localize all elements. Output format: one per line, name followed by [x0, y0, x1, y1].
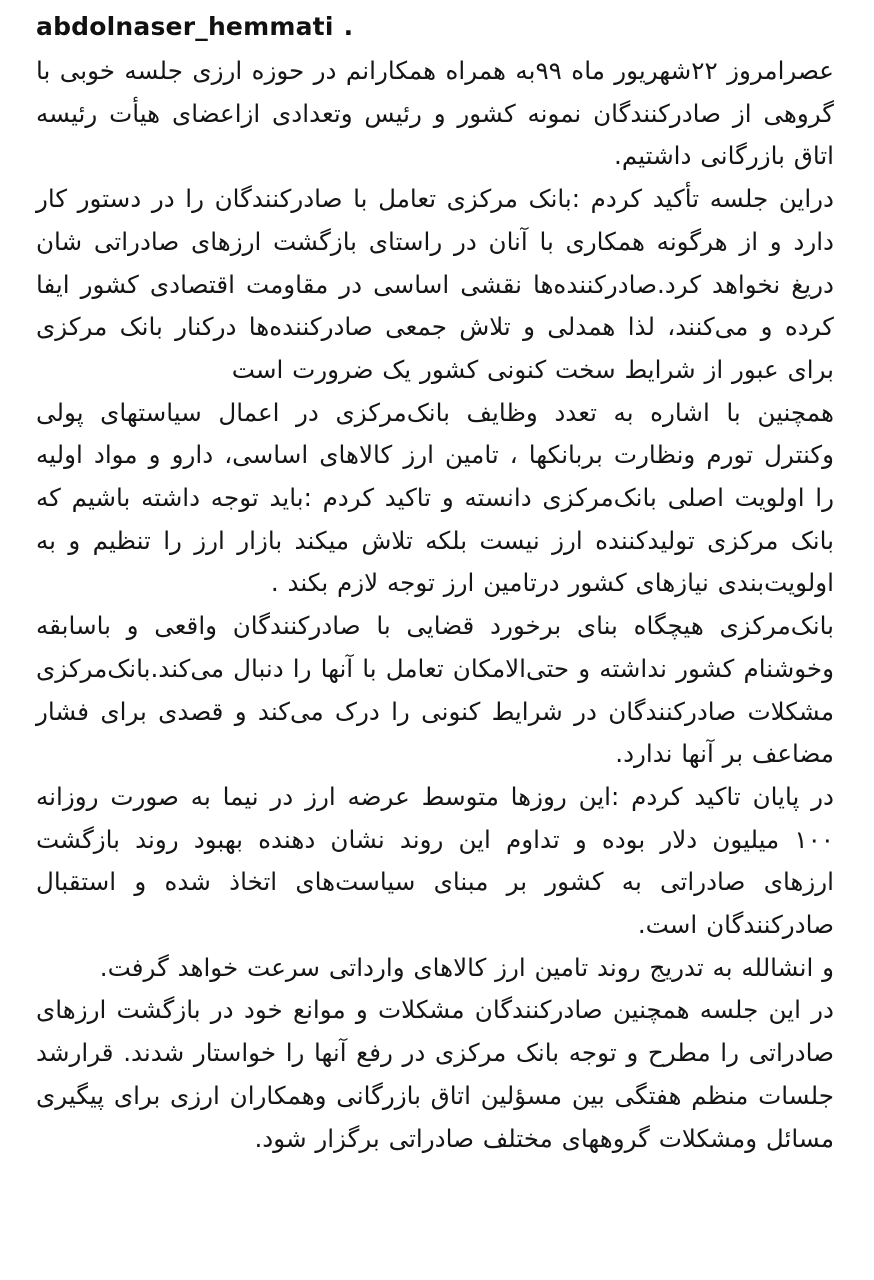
caption-paragraph-6: و انشالله به تدریج روند تامین ارز کالاهای وارداتی سرعت خواهد گرفت. [99, 952, 834, 982]
caption-paragraph-5: در پایان تاکید کردم :این روزها متوسط عرضه ارز در نیما به صورت روزانه ۱۰۰ میلیون دلار بوده و تداوم این روند نشان دهنده بهبود روند بازگشت ارزهای صادراتی به کشور بر مبنای سیاست‌های اتخاذ شده و استقبال صادرکنندگان است. [36, 781, 834, 940]
username-link[interactable]: abdolnaser_hemmati [36, 11, 334, 41]
caption-text [36, 50, 834, 1160]
caption-paragraph-3: همچنین با اشاره به تعدد وظایف بانک‌مرکزی در اعمال سیاستهای پولی وکنترل تورم ونظارت بربانکها ، تامین ارز کالاهای اساسی، دارو و مواد اولیه را اولویت اصلی بانک‌مرکزی دانسته و تاکید کردم :باید توجه داشته باشیم که بانک مرکزی تولیدکننده ارز نیست بلکه تلاش میکند بازار ارز را تنظیم و به اولویت‌بندی نیازهای کشور درتامین ارز توجه لازم بکند . [36, 397, 834, 598]
caption-paragraph-7: در این جلسه همچنین صادرکنندگان مشکلات و موانع خود در بازگشت ارزهای صادراتی را مطرح و توجه بانک مرکزی در رفع آنها را خواستار شدند. قرارشد جلسات منظم هفتگی بین مسؤلین اتاق بازرگانی وهمکاران ارزی برای پیگیری مسائل ومشکلات گروههای مختلف صادراتی برگزار شود. [36, 995, 834, 1153]
post-header [36, 0, 834, 50]
caption-paragraph-1: عصرامروز ۲۲شهریور ماه ۹۹به همراه همکارانم در حوزه ارزی جلسه خوبی با گروهی از صادرکنندگان نمونه کشور و رئیس وتعدادی ازاعضای هیأت رئیسه اتاق بازرگانی داشتیم. [36, 56, 834, 171]
username-suffix: . [343, 11, 354, 41]
caption-paragraph-4: بانک‌مرکزی هیچگاه بنای برخورد قضایی با صادرکنندگان واقعی و باسابقه وخوشنام کشور نداشته و حتی‌الامکان تعامل با آنها را دنبال می‌کند.بانک‌مرکزی مشکلات صادرکنندگان در شرایط کنونی را درک می‌کند و قصدی برای فشار مضاعف بر آنها ندارد. [36, 611, 834, 769]
caption-paragraph-2: دراین جلسه تأکید کردم :بانک مرکزی تعامل با صادرکنندگان را در دستور کار دارد و از هرگونه همکاری با آنان در راستای بازگشت ارزهای صادراتی شان دریغ نخواهد کرد.صادرکننده‌ها نقشی اساسی در مقاومت اقتصادی کشور ایفا کرده و می‌کنند، لذا همدلی و تلاش جمعی صادرکننده‌ها درکنار بانک مرکزی برای عبور از شرایط سخت کنونی کشور یک ضرورت است [36, 184, 834, 384]
